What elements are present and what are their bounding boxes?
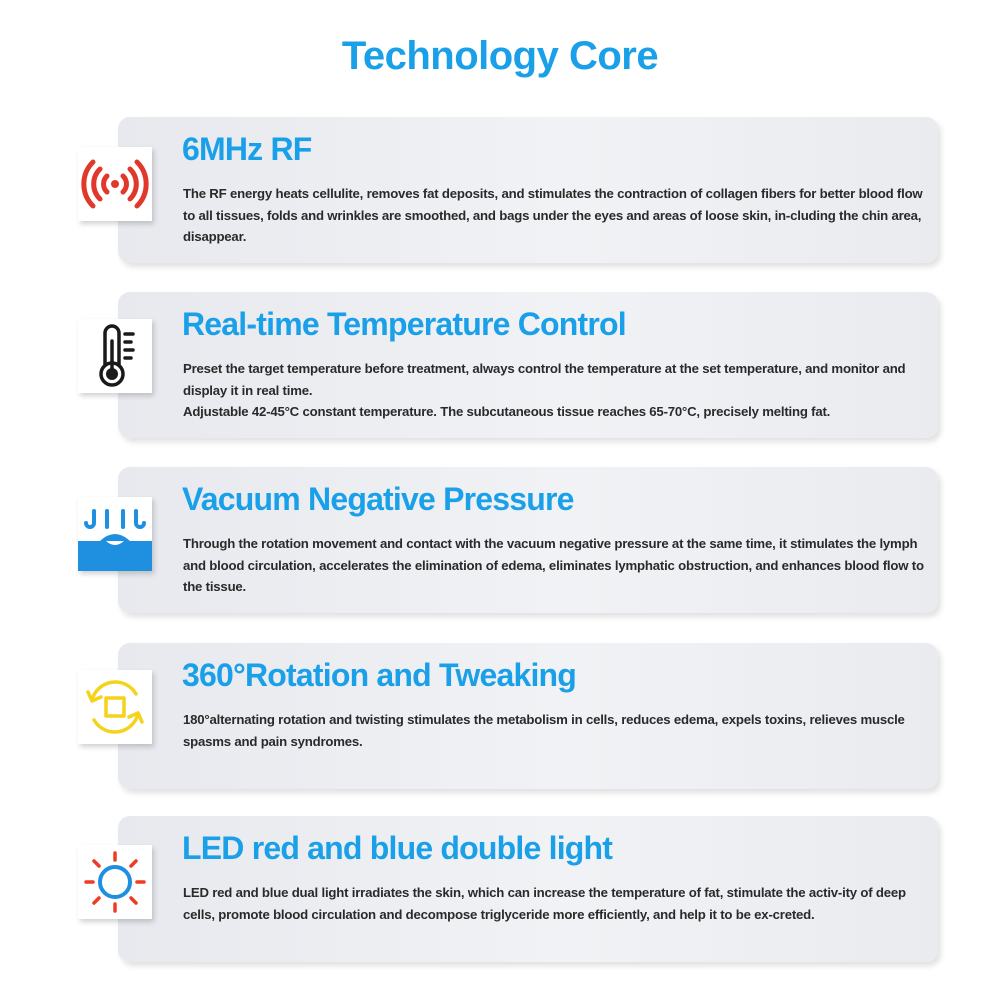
feature-title: 6MHz RF bbox=[182, 131, 312, 167]
feature-title: Vacuum Negative Pressure bbox=[182, 481, 574, 517]
feature-description-text: Through the rotation movement and contact with the vacuum negative pressure at the same time, it stimulates the lymph and blood circulation, accelerates the elimination of edema, eliminates lymphatic obstruction, and enhances blood flow to the tissue. bbox=[183, 536, 924, 594]
feature-description-text: LED red and blue dual light irradiates the skin, which can increase the temperature of fat, stimulate the activ-ity of deep cells, promote blood circulation and decompose triglyceride more efficiently, and help it to be ex-creted. bbox=[183, 885, 906, 922]
vacuum-icon bbox=[78, 497, 152, 571]
feature-description-text: Preset the target temperature before treatment, always control the temperature at the set temperature, and monitor and display it in real time. bbox=[183, 361, 906, 398]
feature-card-temperature bbox=[118, 292, 938, 438]
feature-description bbox=[183, 533, 935, 598]
feature-description-text: The RF energy heats cellulite, removes fat deposits, and stimulates the contraction of collagen fibers for better blood flow to all tissues, folds and wrinkles are smoothed, and bags under the eyes and areas of loose skin, in-cluding the chin area, disappear. bbox=[183, 186, 923, 244]
feature-description bbox=[183, 709, 935, 752]
feature-title: LED red and blue double light bbox=[182, 830, 613, 866]
feature-description bbox=[183, 183, 935, 248]
feature-description-text: Adjustable 42-45°C constant temperature. The subcutaneous tissue reaches 65-70°C, precisely melting fat. bbox=[183, 404, 831, 419]
thermometer-icon bbox=[78, 319, 152, 393]
feature-card-rotation bbox=[118, 643, 938, 789]
feature-description-text: 180°alternating rotation and twisting stimulates the metabolism in cells, reduces edema, expels toxins, relieves muscle spasms and pain syndromes. bbox=[183, 712, 905, 749]
feature-description bbox=[183, 358, 935, 423]
feature-card-led bbox=[118, 816, 938, 962]
feature-title: Real-time Temperature Control bbox=[182, 306, 626, 342]
page-title: Technology Core bbox=[341, 34, 659, 78]
feature-title: 360°Rotation and Tweaking bbox=[182, 657, 577, 693]
rf-waves-icon bbox=[78, 147, 152, 221]
feature-description bbox=[183, 882, 935, 925]
led-light-icon bbox=[78, 845, 152, 919]
feature-card-rf bbox=[118, 117, 938, 263]
rotation-icon bbox=[78, 670, 152, 744]
feature-card-vacuum bbox=[118, 467, 938, 613]
